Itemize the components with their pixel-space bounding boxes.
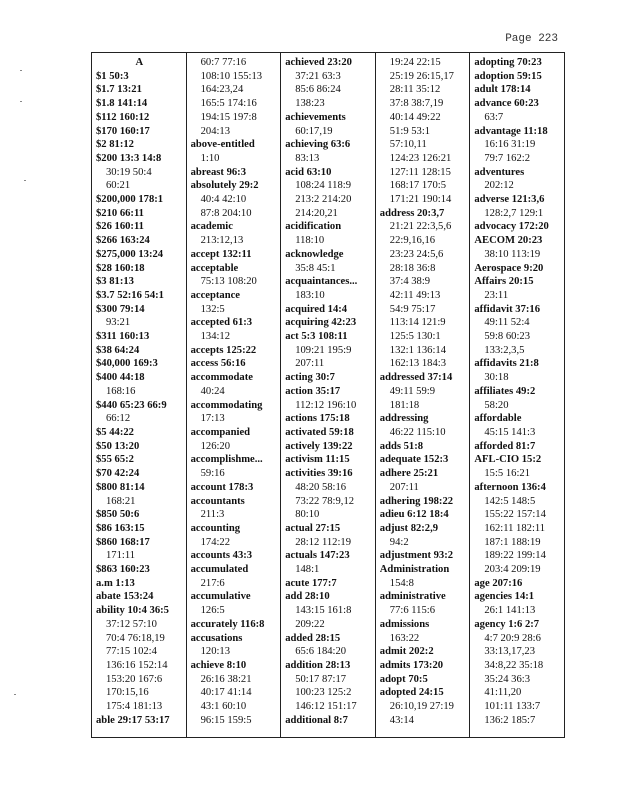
index-ref-line: 87:8 204:10 xyxy=(200,207,252,219)
index-entry: $311 160:13 xyxy=(96,331,150,343)
index-entry: acquired 14:4 xyxy=(285,303,348,315)
index-ref-line: 96:15 159:5 xyxy=(200,714,252,726)
index-ref-line: 33:13,17,23 xyxy=(484,646,535,658)
index-ref-line: 25:19 26:15,17 xyxy=(389,70,454,82)
index-entry: academic xyxy=(190,221,233,233)
index-entry: $210 66:11 xyxy=(96,207,144,219)
index-entry: $266 163:24 xyxy=(96,235,150,247)
index-ref-line: 15:5 16:21 xyxy=(484,468,530,480)
index-ref-line: 170:15,16 xyxy=(106,687,149,699)
index-ref-line: 132:1 136:14 xyxy=(389,344,446,356)
index-ref-line: 142:5 148:5 xyxy=(484,495,536,507)
index-ref-line: 60:7 77:16 xyxy=(200,57,247,68)
index-entry: above-entitled xyxy=(190,139,255,151)
index-ref-line: 19:24 22:15 xyxy=(389,57,441,68)
index-ref-line: 133:2,3,5 xyxy=(484,344,525,356)
index-entry: accompanied xyxy=(190,426,251,438)
index-ref-line: 171:21 190:14 xyxy=(389,194,452,206)
index-ref-line: 189:22 199:14 xyxy=(484,550,546,562)
index-entry: additional 8:7 xyxy=(285,714,348,726)
index-entry: adopted 24:15 xyxy=(379,687,444,699)
index-column-4 xyxy=(376,53,471,737)
index-entry: activated 59:18 xyxy=(285,426,354,438)
index-entry: accusations xyxy=(190,632,243,644)
index-entry: Aerospace 9:20 xyxy=(474,262,544,274)
index-ref-line: 49:11 52:4 xyxy=(484,317,530,329)
index-entry: $38 64:24 xyxy=(96,344,140,356)
index-ref-line: 187:1 188:19 xyxy=(484,536,541,548)
index-entry: access 56:16 xyxy=(190,358,246,370)
index-ref-line: 207:11 xyxy=(389,481,419,493)
index-ref-line: 17:13 xyxy=(200,413,225,425)
index-ref-line: 175:4 181:13 xyxy=(106,701,163,713)
index-column-2 xyxy=(187,53,282,737)
index-ref-line: 85:6 86:24 xyxy=(295,84,341,96)
index-ref-line: 164:23,24 xyxy=(200,84,244,96)
index-entry: $112 160:12 xyxy=(96,111,150,123)
index-ref-line: 37:12 57:10 xyxy=(106,618,157,630)
index-entry: acute 177:7 xyxy=(285,577,337,589)
index-entry: accumulated xyxy=(190,564,249,576)
index-entry: acknowledge xyxy=(285,248,344,260)
index-entry: actual 27:15 xyxy=(285,522,341,534)
index-entry: adventures xyxy=(474,166,525,178)
index-ref-line: 1:10 xyxy=(200,152,220,164)
index-entry: agencies 14:1 xyxy=(474,591,535,603)
index-ref-line: 22:9,16,16 xyxy=(389,235,436,247)
index-ref-line: 34:8,22 35:18 xyxy=(484,659,544,671)
index-entry: $1.8 141:14 xyxy=(96,98,148,110)
index-ref-line: 37:4 38:9 xyxy=(389,276,431,288)
index-entry: $850 50:6 xyxy=(96,509,140,521)
index-entry: agency 1:6 2:7 xyxy=(474,618,540,630)
index-entry: afforded 81:7 xyxy=(474,440,536,452)
index-entry: admits 173:20 xyxy=(379,659,444,671)
index-ref-line: 40:17 41:14 xyxy=(200,687,252,699)
index-entry: acidification xyxy=(285,221,342,233)
index-entry: achieved 23:20 xyxy=(285,57,352,68)
index-entry: ability 10:4 36:5 xyxy=(96,605,169,617)
index-ref-line: 134:12 xyxy=(200,331,231,343)
index-ref-line: 128:2,7 129:1 xyxy=(484,207,544,219)
index-ref-line: 83:13 xyxy=(295,152,320,164)
index-ref-line: 204:13 xyxy=(200,125,231,137)
index-entry: advance 60:23 xyxy=(474,98,539,110)
index-entry: $86 163:15 xyxy=(96,522,145,534)
index-column-5 xyxy=(470,53,564,737)
index-ref-line: 168:21 xyxy=(106,495,136,507)
index-entry: adds 51:8 xyxy=(379,440,424,452)
index-entry: addressing xyxy=(379,413,429,425)
index-ref-line: 65:6 184:20 xyxy=(295,646,347,658)
index-entry: accurately 116:8 xyxy=(190,618,265,630)
index-entry: acquaintances... xyxy=(285,276,358,288)
index-ref-line: 94:2 xyxy=(389,536,409,548)
index-entry: accounting xyxy=(190,522,241,534)
index-entry: afternoon 136:4 xyxy=(474,481,546,493)
index-ref-line: 40:14 49:22 xyxy=(389,111,441,123)
index-entry: added 28:15 xyxy=(285,632,341,644)
index-entry: $3.7 52:16 54:1 xyxy=(96,289,164,301)
page-label: Page 223 xyxy=(505,33,558,45)
index-ref-line: 26:1 141:13 xyxy=(484,605,536,617)
index-ref-line: 73:22 78:9,12 xyxy=(295,495,355,507)
index-entry: AECOM 20:23 xyxy=(474,235,543,247)
index-entry: able 29:17 53:17 xyxy=(96,714,170,726)
index-entry: advantage 11:18 xyxy=(474,125,548,137)
index-ref-line: 155:22 157:14 xyxy=(484,509,546,521)
index-ref-line: 35:24 36:3 xyxy=(484,673,530,685)
index-entry: activities 39:16 xyxy=(285,468,353,480)
index-ref-line: 38:10 113:19 xyxy=(484,248,541,260)
index-ref-line: 58:20 xyxy=(484,399,509,411)
index-ref-line: 30:19 50:4 xyxy=(106,166,152,178)
index-entry: adequate 152:3 xyxy=(379,454,449,466)
index-ref-line: 203:4 209:19 xyxy=(484,564,541,576)
index-entry: acting 30:7 xyxy=(285,372,335,384)
index-ref-line: 35:8 45:1 xyxy=(295,262,336,274)
index-entry: $400 44:18 xyxy=(96,372,145,384)
index-ref-line: 153:20 167:6 xyxy=(106,673,163,685)
index-entry: $300 79:14 xyxy=(96,303,145,315)
index-ref-line: 213:2 214:20 xyxy=(295,194,352,206)
index-entry: adhering 198:22 xyxy=(379,495,454,507)
index-entry: adhere 25:21 xyxy=(379,468,439,480)
index-ref-line: 108:24 118:9 xyxy=(295,180,352,192)
index-ref-line: 75:13 108:20 xyxy=(200,276,257,288)
index-entry: $800 81:14 xyxy=(96,481,145,493)
index-entry: acceptable xyxy=(190,262,239,274)
index-ref-line: 16:16 31:19 xyxy=(484,139,536,151)
index-ref-line: 126:20 xyxy=(200,440,231,452)
index-ref-line: 4:7 20:9 28:6 xyxy=(484,632,541,644)
index-entry: adieu 6:12 18:4 xyxy=(379,509,449,521)
index-ref-line: 154:8 xyxy=(389,577,414,589)
index-ref-line: 209:22 xyxy=(295,618,325,630)
index-ref-line: 70:4 76:18,19 xyxy=(106,632,165,644)
index-ref-line: 194:15 197:8 xyxy=(200,111,257,123)
index-ref-line: 77:15 102:4 xyxy=(106,646,157,658)
index-ref-line: 59:8 60:23 xyxy=(484,331,530,343)
index-ref-line: 126:5 xyxy=(200,605,225,617)
index-ref-line: 181:18 xyxy=(389,399,420,411)
index-ref-line: 80:10 xyxy=(295,509,320,521)
index-ref-line: 40:24 xyxy=(200,385,225,397)
index-ref-line: 125:5 130:1 xyxy=(389,331,441,343)
index-entry: $170 160:17 xyxy=(96,125,150,137)
index-ref-line: 51:9 53:1 xyxy=(389,125,431,137)
index-ref-line: 50:17 87:17 xyxy=(295,673,347,685)
index-ref-line: 120:13 xyxy=(200,646,231,658)
index-entry: adoption 59:15 xyxy=(474,70,542,82)
scan-mark xyxy=(20,70,22,71)
index-entry: act 5:3 108:11 xyxy=(285,331,348,343)
index-entry: acceptance xyxy=(190,289,241,301)
index-entry: adjust 82:2,9 xyxy=(379,522,439,534)
index-entry: $440 65:23 66:9 xyxy=(96,399,167,411)
index-ref-line: 171:11 xyxy=(106,550,136,562)
index-ref-line: 28:18 36:8 xyxy=(389,262,436,274)
index-ref-line: 77:6 115:6 xyxy=(389,605,436,617)
index-ref-line: 112:12 196:10 xyxy=(295,399,357,411)
index-entry: action 35:17 xyxy=(285,385,341,397)
index-entry: addition 28:13 xyxy=(285,659,351,671)
index-entry: accounts 43:3 xyxy=(190,550,253,562)
index-ref-line: 43:14 xyxy=(389,714,414,726)
index-entry: AFL-CIO 15:2 xyxy=(474,454,542,466)
index-entry: accumulative xyxy=(190,591,251,603)
index-entry: activism 11:15 xyxy=(285,454,350,466)
index-entry: $2 81:12 xyxy=(96,139,134,151)
index-ref-line: 146:12 151:17 xyxy=(295,701,357,713)
index-ref-line: 118:10 xyxy=(295,235,325,247)
index-entry: Affairs 20:15 xyxy=(474,276,534,288)
index-ref-line: 54:9 75:17 xyxy=(389,303,436,315)
index-ref-line: 59:16 xyxy=(200,468,225,480)
index-ref-line: 26:16 38:21 xyxy=(200,673,252,685)
index-entry: $3 81:13 xyxy=(96,276,134,288)
index-entry: abate 153:24 xyxy=(96,591,154,603)
index-entry: admissions xyxy=(379,618,430,630)
index-entry: $50 13:20 xyxy=(96,440,140,452)
index-entry: $200,000 178:1 xyxy=(96,194,164,206)
index-ref-line: 136:2 185:7 xyxy=(484,714,536,726)
index-entry: add 28:10 xyxy=(285,591,330,603)
index-ref-line: 213:12,13 xyxy=(200,235,244,247)
index-ref-line: 48:20 58:16 xyxy=(295,481,347,493)
index-ref-line: 101:11 133:7 xyxy=(484,701,541,713)
index-ref-line: 57:10,11 xyxy=(389,139,427,151)
index-entry: $5 44:22 xyxy=(96,426,134,438)
index-ref-line: 163:22 xyxy=(389,632,420,644)
index-entry: $28 160:18 xyxy=(96,262,145,274)
index-ref-line: 28:11 35:12 xyxy=(389,84,441,96)
index-entry: $200 13:3 14:8 xyxy=(96,152,162,164)
index-entry: adjustment 93:2 xyxy=(379,550,454,562)
index-ref-line: 132:5 xyxy=(200,303,225,315)
index-entry: age 207:16 xyxy=(474,577,523,589)
index-entry: account 178:3 xyxy=(190,481,254,493)
index-entry: $1.7 13:21 xyxy=(96,84,142,96)
index-entry: affidavits 21:8 xyxy=(474,358,539,370)
index-ref-line: 148:1 xyxy=(295,564,320,576)
index-entry: admit 202:2 xyxy=(379,646,434,658)
index-ref-line: 124:23 126:21 xyxy=(389,152,452,164)
index-ref-line: 49:11 59:9 xyxy=(389,385,436,397)
index-ref-line: 162:13 184:3 xyxy=(389,358,446,370)
index-ref-line: 79:7 162:2 xyxy=(484,152,530,164)
index-ref-line: 30:18 xyxy=(484,372,509,384)
index-ref-line: 40:4 42:10 xyxy=(200,194,247,206)
index-ref-line: 211:3 xyxy=(200,509,225,521)
index-entry: actuals 147:23 xyxy=(285,550,350,562)
index-ref-line: 168:16 xyxy=(106,385,136,397)
index-ref-line: 60:17,19 xyxy=(295,125,333,137)
index-entry: affordable xyxy=(474,413,522,425)
index-entry: actively 139:22 xyxy=(285,440,353,452)
index-entry: addressed 37:14 xyxy=(379,372,453,384)
index-ref-line: 37:21 63:3 xyxy=(295,70,341,82)
index-ref-line: 168:17 170:5 xyxy=(389,180,446,192)
index-ref-line: 37:8 38:7,19 xyxy=(389,98,444,110)
index-ref-line: 66:12 xyxy=(106,413,131,425)
index-entry: a.m 1:13 xyxy=(96,577,135,589)
section-letter: A xyxy=(135,57,144,68)
index-entry: $70 42:24 xyxy=(96,468,140,480)
index-entry: Administration xyxy=(379,564,450,576)
index-entry: $26 160:11 xyxy=(96,221,144,233)
index-ref-line: 138:23 xyxy=(295,98,325,110)
index-ref-line: 28:12 112:19 xyxy=(295,536,352,548)
index-ref-line: 45:15 141:3 xyxy=(484,426,536,438)
index-ref-line: 143:15 161:8 xyxy=(295,605,352,617)
index-entry: accommodate xyxy=(190,372,253,384)
index-ref-line: 63:7 xyxy=(484,111,504,123)
index-entry: adopt 70:5 xyxy=(379,673,428,685)
index-entry: acid 63:10 xyxy=(285,166,332,178)
index-entry: achievements xyxy=(285,111,346,123)
index-ref-line: 108:10 155:13 xyxy=(200,70,263,82)
scan-mark xyxy=(14,694,16,695)
index-entry: address 20:3,7 xyxy=(379,207,445,219)
index-ref-line: 26:10,19 27:19 xyxy=(389,701,454,713)
index-ref-line: 214:20,21 xyxy=(295,207,338,219)
index-entry: adult 178:14 xyxy=(474,84,531,96)
index-ref-line: 41:11,20 xyxy=(484,687,522,699)
scan-mark xyxy=(24,180,26,181)
index-ref-line: 93:21 xyxy=(106,317,131,329)
index-entry: accommodating xyxy=(190,399,263,411)
index-ref-line: 136:16 152:14 xyxy=(106,659,168,671)
index-entry: affidavit 37:16 xyxy=(474,303,540,315)
index-ref-line: 23:23 24:5,6 xyxy=(389,248,444,260)
scan-mark xyxy=(20,101,22,102)
index-entry: advocacy 172:20 xyxy=(474,221,549,233)
index-entry: $275,000 13:24 xyxy=(96,248,164,260)
index-ref-line: 23:11 xyxy=(484,289,509,301)
index-entry: accomplishme... xyxy=(190,454,263,466)
index-entry: adverse 121:3,6 xyxy=(474,194,545,206)
index-ref-line: 113:14 121:9 xyxy=(389,317,446,329)
index-entry: $863 160:23 xyxy=(96,564,150,576)
index-ref-line: 42:11 49:13 xyxy=(389,289,441,301)
index-entry: accountants xyxy=(190,495,245,507)
index-entry: $55 65:2 xyxy=(96,454,134,466)
index-entry: $860 168:17 xyxy=(96,536,150,548)
index-ref-line: 202:12 xyxy=(484,180,514,192)
index-ref-line: 109:21 195:9 xyxy=(295,344,352,356)
index-column-3 xyxy=(281,53,376,737)
word-index-table xyxy=(91,52,565,738)
index-entry: adopting 70:23 xyxy=(474,57,542,68)
index-ref-line: 21:21 22:3,5,6 xyxy=(389,221,452,233)
index-ref-line: 46:22 115:10 xyxy=(389,426,446,438)
index-entry: accepted 61:3 xyxy=(190,317,253,329)
index-entry: achieving 63:6 xyxy=(285,139,351,151)
index-entry: accept 132:11 xyxy=(190,248,252,260)
index-ref-line: 127:11 128:15 xyxy=(389,166,451,178)
index-ref-line: 183:10 xyxy=(295,289,325,301)
index-entry: affiliates 49:2 xyxy=(474,385,536,397)
index-entry: actions 175:18 xyxy=(285,413,350,425)
index-ref-line: 174:22 xyxy=(200,536,231,548)
index-ref-line: 207:11 xyxy=(295,358,325,370)
index-ref-line: 43:1 60:10 xyxy=(200,701,247,713)
index-entry: $40,000 169:3 xyxy=(96,358,158,370)
index-ref-line: 100:23 125:2 xyxy=(295,687,352,699)
index-entry: achieve 8:10 xyxy=(190,659,247,671)
index-ref-line: 60:21 xyxy=(106,180,131,192)
index-entry: accepts 125:22 xyxy=(190,344,257,356)
index-entry: absolutely 29:2 xyxy=(190,180,259,192)
index-entry: acquiring 42:23 xyxy=(285,317,357,329)
index-ref-line: 217:6 xyxy=(200,577,225,589)
index-column-1 xyxy=(92,53,187,737)
index-ref-line: 165:5 174:16 xyxy=(200,98,257,110)
index-entry: $1 50:3 xyxy=(96,70,129,82)
index-entry: administrative xyxy=(379,591,446,603)
index-ref-line: 162:11 182:11 xyxy=(484,522,546,534)
index-entry: abreast 96:3 xyxy=(190,166,247,178)
